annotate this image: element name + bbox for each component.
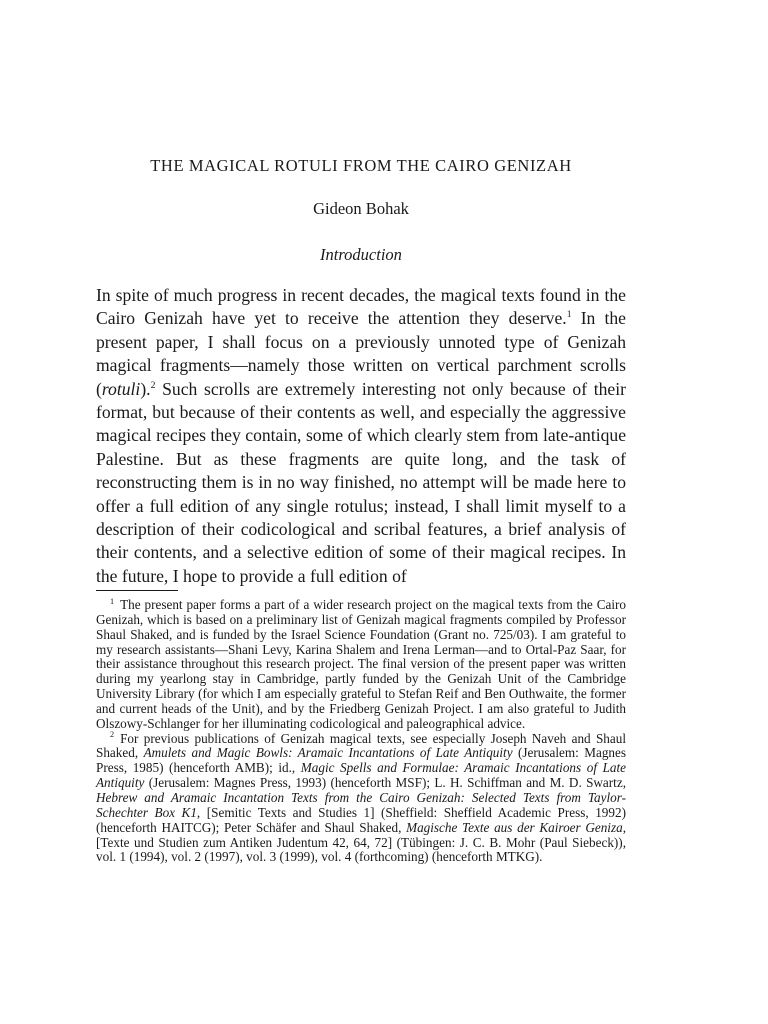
section-heading: Introduction [320, 245, 402, 264]
footnote-text: (Jerusalem: Magnes Press, 1985) (henceforth AMB); id., [96, 745, 626, 776]
italic-term: rotuli [101, 378, 141, 399]
paragraph [96, 284, 626, 588]
body-text-run: In spite of much progress in recent decades, the magical texts found in the Cairo Genizah have yet to receive the attention they deserve. [96, 285, 626, 329]
footnote-ref[interactable]: 2 [150, 379, 156, 391]
footnote-text: , [Semitic Texts and Studies 1] (Sheffield: Sheffield Academic Press, 1992) (henceforth HAITCG); Peter Schäfer and Shaul Shaked, [96, 804, 626, 835]
book-title: Amulets and Magic Bowls: Aramaic Incantations of Late Antiquity [143, 745, 513, 761]
footnote-1 [96, 598, 626, 732]
author-name: Gideon Bohak [313, 199, 409, 218]
book-title: Hebrew and Aramaic Incantation Texts from the Cairo Genizah: Selected Texts from Taylor-Schechter Box K1 [96, 789, 626, 820]
book-title: Magische Texte aus der Kairoer Geniza [406, 819, 623, 835]
footnote-text: The present paper forms a part of a wider research project on the magical texts from the Cairo Genizah, which is based on a preliminary list of Genizah magical fragments compiled by Professor Shaul Shaked, and is funded by the Israel Science Foundation (Grant no. 725/03). I am grateful to my research assistants—Shani Levy, Karina Shalem and Irena Lerman—and to Ortal-Paz Saar, for their assistance throughout this research project. The final version of the present paper was written during my yearlong stay in Cambridge, partly funded by the Genizah Unit of the Cambridge University Library (for which I am especially grateful to Stefan Reif and Ben Outhwaite, the former and current heads of the Unit), and by the Friedberg Genizah Project. I am also grateful to Judith Olszowy-Schlanger for her illuminating codicological and paleographical advice. [96, 597, 626, 731]
footnote-text: , [Texte und Studien zum Antiken Judentum 42, 64, 72] (Tübingen: J. C. B. Mohr (Paul Siebeck)), vol. 1 (1994), vol. 2 (1997), vol. 3 (1999), vol. 4 (forthcoming) (henceforth MTKG). [96, 819, 626, 865]
footnotes [96, 598, 626, 865]
book-title: Magic Spells and Formulae: Aramaic Incantations of Late Antiquity [96, 760, 627, 791]
paper-title: THE MAGICAL ROTULI FROM THE CAIRO GENIZAH [150, 156, 572, 175]
body-text-run: In the present paper, I shall focus on a previously unnoted type of Genizah magical fragments—namely those written on vertical parchment scrolls ( [96, 308, 626, 399]
footnote-separator [96, 590, 178, 591]
footnote-text: (Jerusalem: Magnes Press, 1993) (henceforth MSF); L. H. Schiffman and M. D. Swartz, [144, 775, 626, 791]
body-text-run: Such scrolls are extremely interesting not only because of their format, but because of their contents as well, and especially the aggressive magical recipes they contain, some of which clearly stem from late-antique Palestine. But as these fragments are quite long, and the task of reconstructing them is in no way finished, no attempt will be made here to offer a full edition of any single rotulus; instead, I shall limit myself to a description of their codicological and scribal features, a brief analysis of their contents, and a selective edition of some of their magical recipes. In the future, I hope to provide a full edition of [96, 378, 626, 586]
footnote-number: 1 [110, 596, 115, 606]
body-text-run: ). [140, 378, 151, 399]
footnote-text: For previous publications of Genizah magical texts, see especially Joseph Naveh and Shaul Shaked, [96, 730, 626, 761]
footnote-number: 2 [110, 730, 115, 740]
footnote-ref[interactable]: 1 [566, 309, 572, 321]
footnote-2 [96, 732, 626, 866]
body-text [96, 284, 626, 588]
